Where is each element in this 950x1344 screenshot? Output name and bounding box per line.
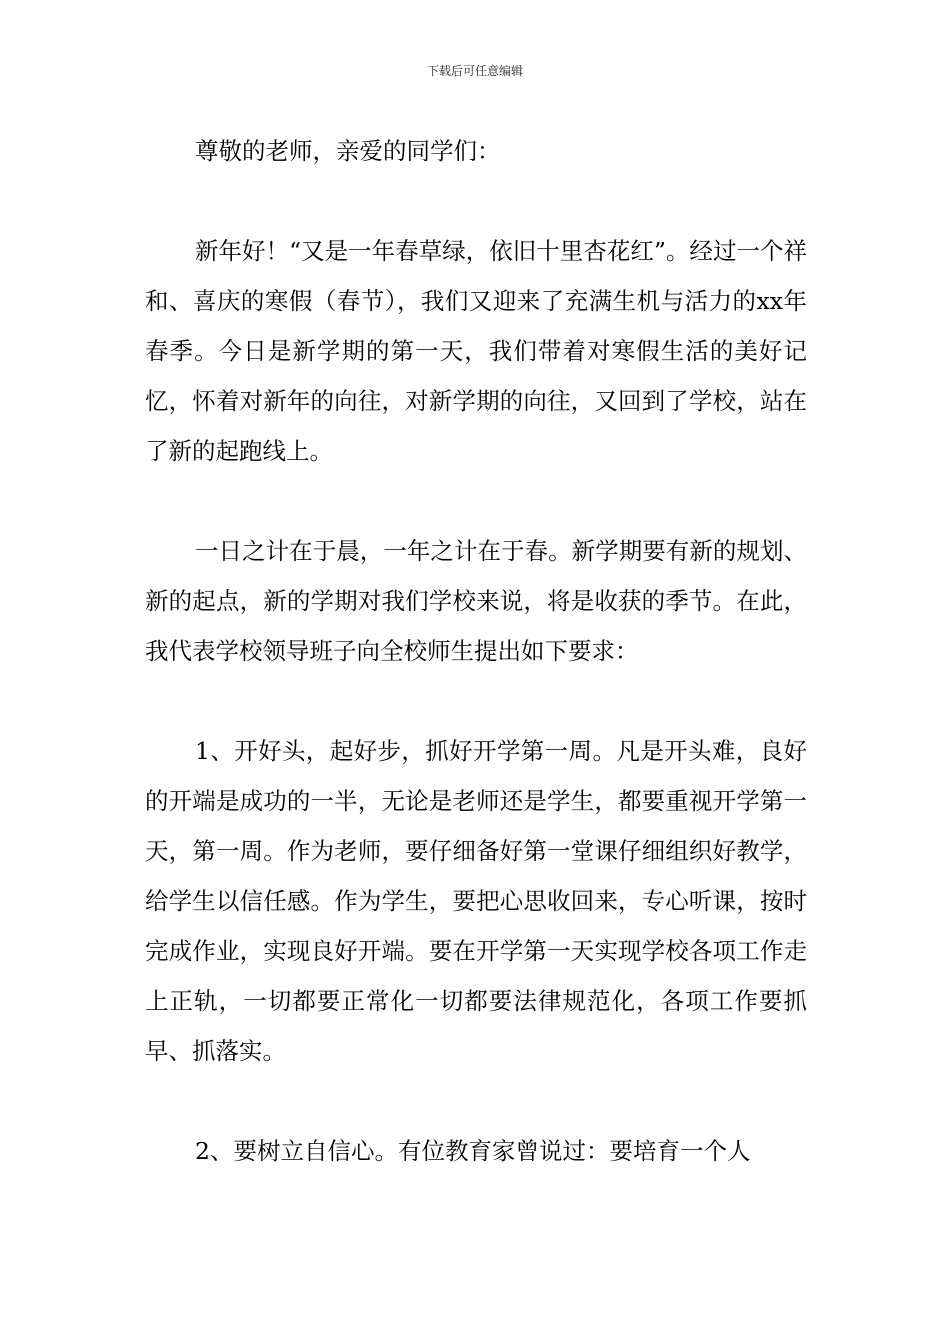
body-paragraph-item-2: 2、要树立自信心。有位教育家曾说过：要培育一个人 [195,1137,751,1165]
paragraph-gap [145,476,807,526]
paragraph-gap [145,1076,807,1126]
page-header: 下载后可任意编辑 [426,64,523,78]
body-paragraph-item-1: 1、开好头，起好步，抓好开学第一周。凡是开头难，良好的开端是成功的一半，无论是老师还是学生，都要重视开学第一天，第一周。作为老师，要仔细备好第一堂课仔细组织好教学，给学生以信任感。作为学生，要把心思收回来，专心听课，按时完成作业，实现良好开端。要在开学第一天实现学校各项工作走上正轨，一切都要正常化一切都要法律规范化，各项工作要抓早、抓落实。 [145,737,807,1065]
document-body [145,126,807,1176]
paragraph-gap [145,176,807,226]
paragraph-gap [145,676,807,726]
body-paragraph-plan: 一日之计在于晨，一年之计在于春。新学期要有新的规划、新的起点，新的学期对我们学校来说，将是收获的季节。在此，我代表学校领导班子向全校师生提出如下要求： [145,537,807,665]
salutation-paragraph: 尊敬的老师，亲爱的同学们： [195,137,501,165]
body-paragraph-greeting: 新年好！“又是一年春草绿，依旧十里杏花红”。经过一个祥和、喜庆的寒假（春节），我们又迎来了充满生机与活力的xx年春季。今日是新学期的第一天，我们带着对寒假生活的美好记忆，怀着对新年的向往，对新学期的向往，又回到了学校，站在了新的起跑线上。 [145,237,807,465]
